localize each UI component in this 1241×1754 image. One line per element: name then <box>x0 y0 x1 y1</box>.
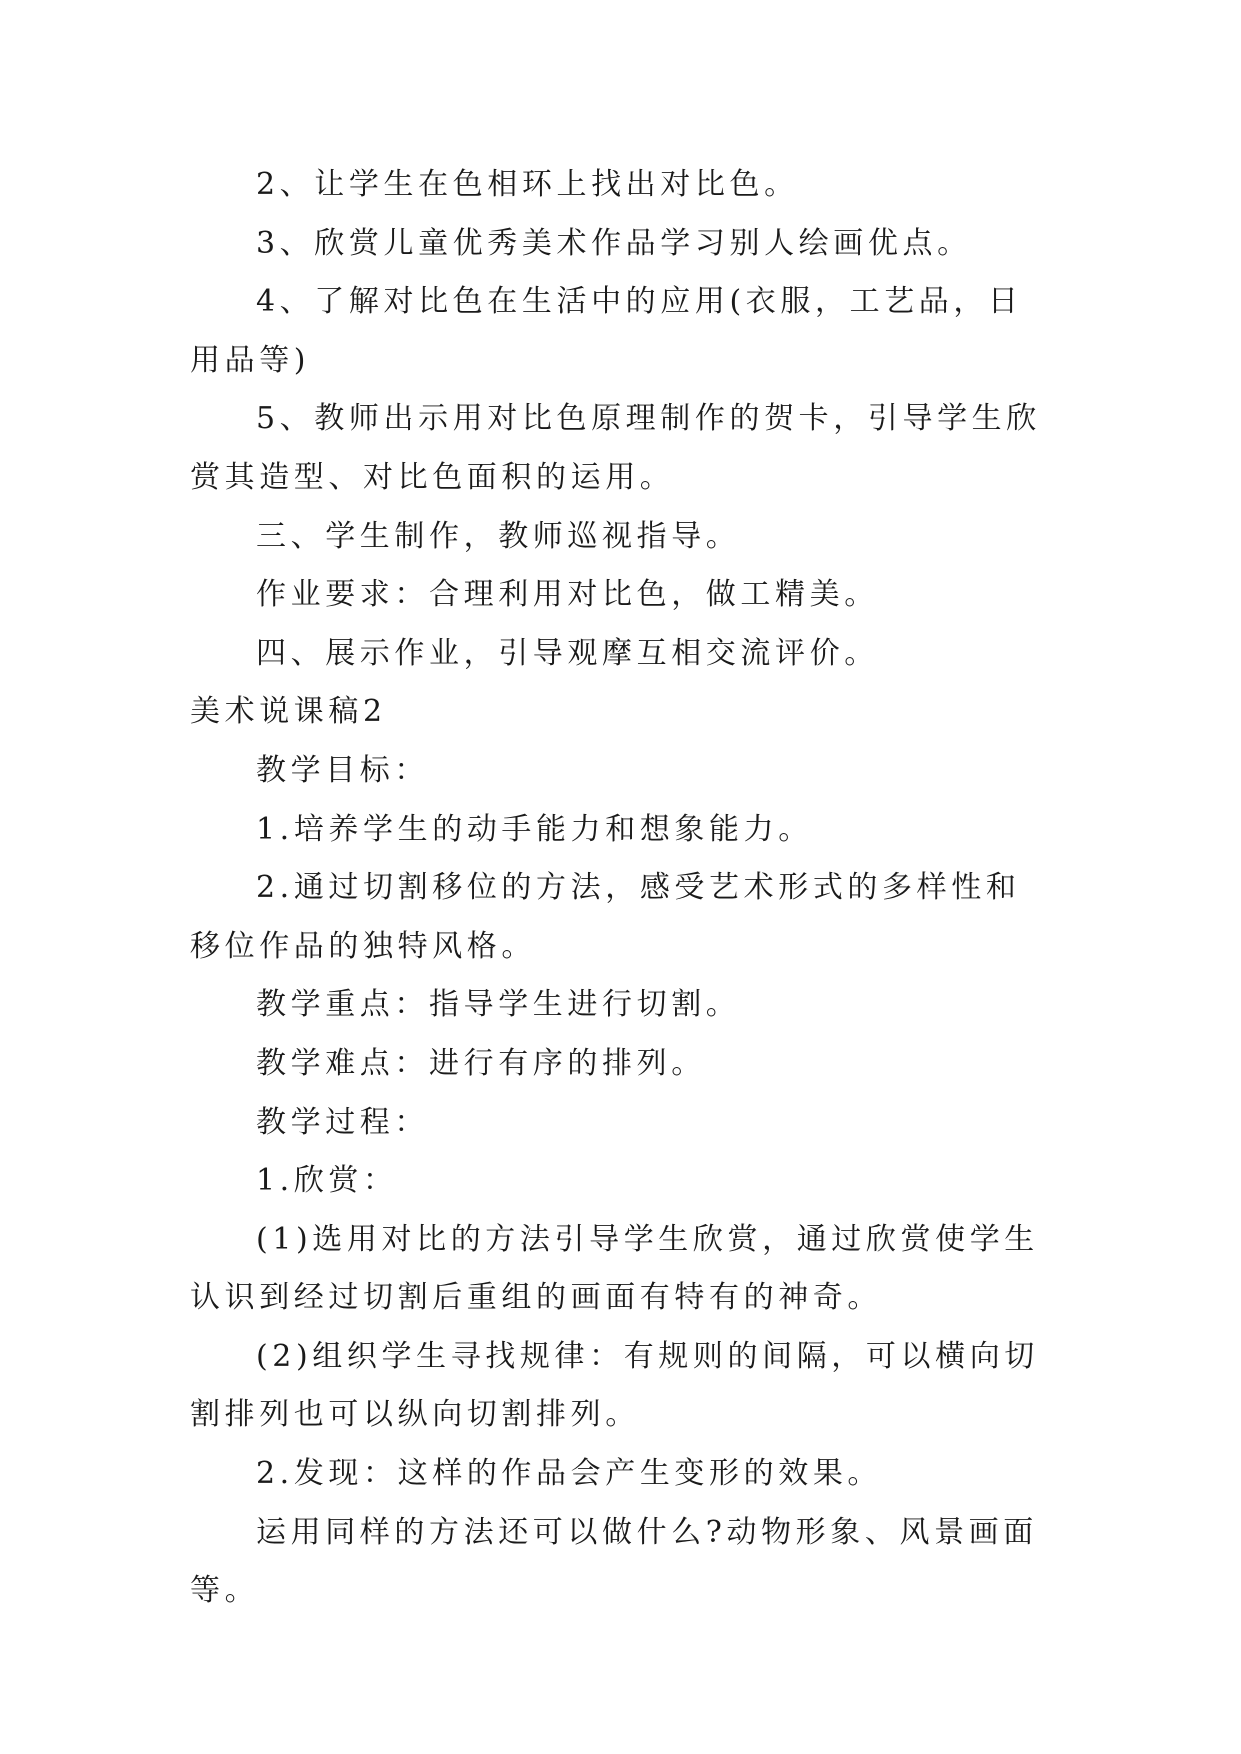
paragraph: 3、欣赏儿童优秀美术作品学习别人绘画优点。 <box>256 225 972 261</box>
paragraph: 5、教师出示用对比色原理制作的贺卡，引导学生欣赏其造型、对比色面积的运用。 <box>190 401 1041 495</box>
paragraph: 作业要求：合理利用对比色，做工精美。 <box>256 577 879 613</box>
paragraph: 1.欣赏： <box>256 1163 398 1199</box>
paragraph: 2.通过切割移位的方法，感受艺术形式的多样性和移位作品的独特风格。 <box>190 870 1021 964</box>
paragraph: 教学重点：指导学生进行切割。 <box>256 987 741 1023</box>
paragraph: 运用同样的方法还可以做什么?动物形象、风景画面等。 <box>190 1514 1038 1609</box>
document-title: 美术说课稿2 <box>190 694 387 730</box>
section-heading: 三、学生制作，教师巡视指导。 <box>256 518 741 554</box>
paragraph: 1.培养学生的动手能力和想象能力。 <box>256 811 813 847</box>
paragraph: 2、让学生在色相环上找出对比色。 <box>256 167 799 202</box>
paragraph: 教学难点：进行有序的排列。 <box>256 1045 706 1081</box>
paragraph: (2)组织学生寻找规律：有规则的间隔，可以横向切割排列也可以纵向切割排列。 <box>190 1338 1039 1433</box>
section-heading: 教学目标： <box>256 752 429 788</box>
paragraph: (1)选用对比的方法引导学生欣赏，通过欣赏使学生认识到经过切割后重组的画面有特有的神奇。 <box>190 1221 1039 1316</box>
section-heading: 教学过程： <box>256 1104 429 1140</box>
paragraph: 4、了解对比色在生活中的应用(衣服，工艺品，日用品等) <box>190 284 1023 378</box>
section-heading: 四、展示作业，引导观摩互相交流评价。 <box>256 635 879 671</box>
document-body <box>190 156 1050 1621</box>
paragraph: 2.发现：这样的作品会产生变形的效果。 <box>256 1456 883 1492</box>
